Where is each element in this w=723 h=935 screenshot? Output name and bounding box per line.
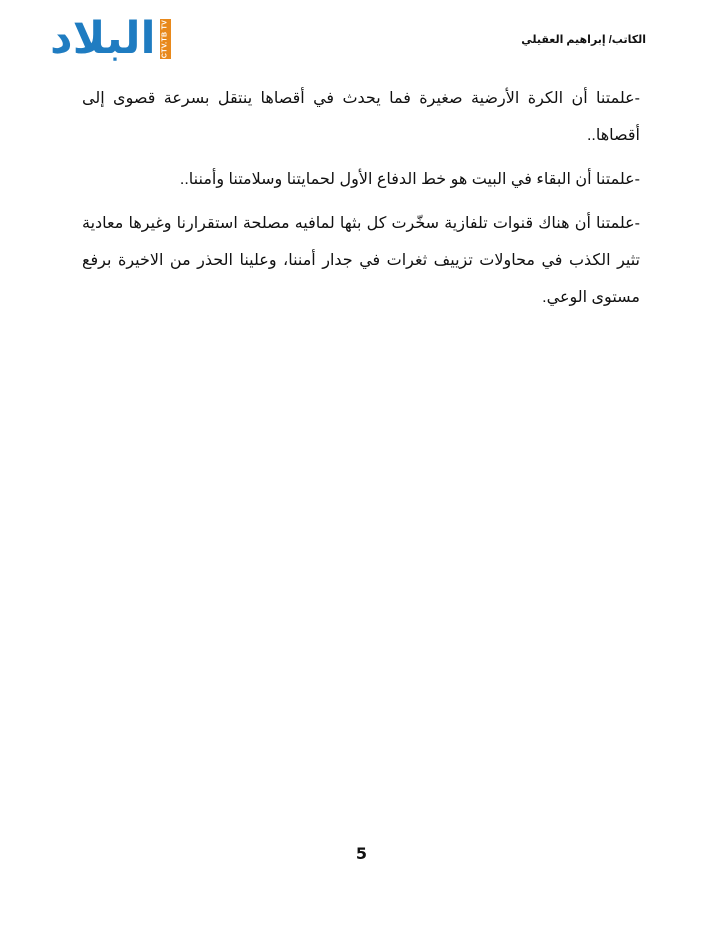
paragraph: -علمتنا أن الكرة الأرضية صغيرة فما يحدث في أقصاها ينتقل بسرعة قصوى إلى أقصاها.. <box>82 90 640 144</box>
logo-badge <box>160 19 171 59</box>
author-line: الكاتب/ إبراهيم العقيلي <box>521 34 646 46</box>
publication-logo <box>50 13 171 64</box>
logo-badge-text: CTV.TB TV <box>161 19 169 59</box>
paragraph: -علمتنا أن البقاء في البيت هو خط الدفاع الأول لحمايتنا وسلامتنا وأمننا.. <box>179 171 640 188</box>
paragraph: -علمتنا أن هناك قنوات تلفازية سخّرت كل بثها لمافيه مصلحة استقرارنا وغيرها معادية تثير الكذب في محاولات تزييف ثغرات في جدار أمننا، وعلينا الحذر من الاخيرة برفع مستوى الوعي. <box>82 215 640 306</box>
article-body <box>82 80 640 323</box>
page-number: 5 <box>355 844 368 863</box>
logo-wordmark: البلاد <box>50 13 156 64</box>
